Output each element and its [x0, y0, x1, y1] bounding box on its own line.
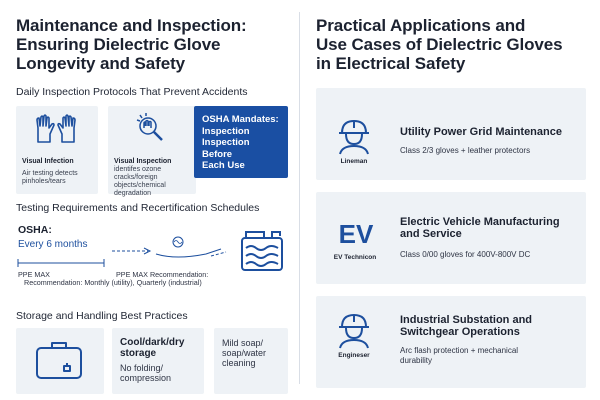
- recommendation-text: Recommendation: Monthly (utility), Quarterly (industrial): [24, 278, 202, 287]
- right-title-line2: Use Cases of Dielectric Gloves: [316, 35, 563, 54]
- osha-mandates-line1: OSHA Mandates:: [202, 114, 279, 125]
- left-title-line2: Ensuring Dielectric Glove: [16, 35, 221, 54]
- application-card-utility: [316, 88, 586, 180]
- visual-inspection-text2: cracks/foreign: [114, 174, 158, 181]
- substation-desc-line1: Arc flash protection + mechanical: [400, 346, 519, 355]
- visual-inspection-text3: objects/chemical: [114, 182, 166, 189]
- osha-label: OSHA:: [18, 224, 52, 236]
- storage-section-title: Storage and Handling Best Practices: [16, 310, 188, 322]
- ev-title-line2: and Service: [400, 228, 462, 240]
- ppe-max-right: PPE MAX Recommendation:: [116, 270, 209, 279]
- visual-inspection-label: Visual Inspection: [114, 158, 172, 165]
- no-folding-line1: No folding/: [120, 363, 164, 373]
- substation-title-line2: Switchgear Operations: [400, 326, 520, 338]
- mild-soap-line1: Mild soap/: [222, 338, 264, 348]
- right-column: [316, 14, 586, 394]
- visual-infection-text1: Air testing detects: [22, 170, 78, 177]
- no-folding-line2: compression: [120, 373, 172, 383]
- visual-inspection-text1: identifes ozone: [114, 166, 162, 173]
- right-title-line1: Practical Applications and: [316, 16, 526, 35]
- ev-technician-label: EV Technicon: [333, 254, 377, 261]
- cool-storage-line2: storage: [120, 348, 157, 359]
- visual-infection-text2: pinholes/tears: [22, 178, 66, 185]
- substation-desc-line2: durability: [400, 356, 433, 365]
- daily-section-title: Daily Inspection Protocols That Prevent Accidents: [16, 86, 248, 98]
- application-card-substation: [316, 296, 586, 388]
- substation-title-line1: Industrial Substation and: [400, 314, 533, 326]
- mild-soap-card: [214, 328, 288, 394]
- toolbox-card: [16, 328, 104, 394]
- visual-infection-card: [16, 106, 98, 194]
- osha-every-text: Every 6 months: [18, 239, 88, 250]
- testing-section-title: Testing Requirements and Recertification Schedules: [16, 202, 260, 214]
- toolbox-icon: [34, 340, 84, 380]
- visual-infection-label: Visual Infection: [22, 158, 74, 165]
- wave-pool-icon: [238, 228, 286, 272]
- engineer-label: Engineser: [338, 352, 370, 359]
- osha-mandates-card: [194, 106, 288, 178]
- utility-title: Utility Power Grid Maintenance: [400, 126, 562, 138]
- right-title-line3: in Electrical Safety: [316, 54, 466, 73]
- testing-timeline: [16, 218, 288, 287]
- application-card-ev: [316, 192, 586, 284]
- lineman-label: Lineman: [340, 158, 368, 165]
- ev-desc: Class 0/00 gloves for 400V-800V DC: [400, 250, 531, 259]
- cool-storage-line1: Cool/dark/dry: [120, 337, 185, 348]
- osha-mandates-line2: Inspection: [202, 125, 250, 137]
- gloves-icon: [34, 114, 78, 144]
- hard-hat-worker-icon: [334, 310, 374, 350]
- hard-hat-worker-icon: [334, 116, 374, 156]
- ev-title-line1: Electric Vehicle Manufacturing: [400, 216, 560, 228]
- ev-icon: EV: [338, 219, 374, 249]
- column-divider: [299, 12, 300, 384]
- cool-storage-card: [112, 328, 204, 394]
- osha-mandates-line4: Each Use: [202, 160, 245, 171]
- left-title: [16, 16, 288, 73]
- left-title-line1: Maintenance and Inspection:: [16, 16, 247, 35]
- right-title: [316, 16, 586, 73]
- left-title-line3: Longevity and Safety: [16, 54, 185, 73]
- ppe-max-left: PPE MAX: [18, 270, 50, 279]
- left-column: [16, 14, 288, 394]
- osha-mandates-line3: Inspection Before: [202, 137, 250, 160]
- magnifier-glove-icon: [134, 112, 170, 144]
- visual-inspection-card: [108, 106, 196, 197]
- utility-desc: Class 2/3 gloves + leather protectors: [400, 146, 531, 155]
- visual-inspection-text4: degradation: [114, 190, 151, 197]
- mild-soap-line2: soap/water: [222, 348, 267, 358]
- mild-soap-line3: cleaning: [222, 358, 256, 368]
